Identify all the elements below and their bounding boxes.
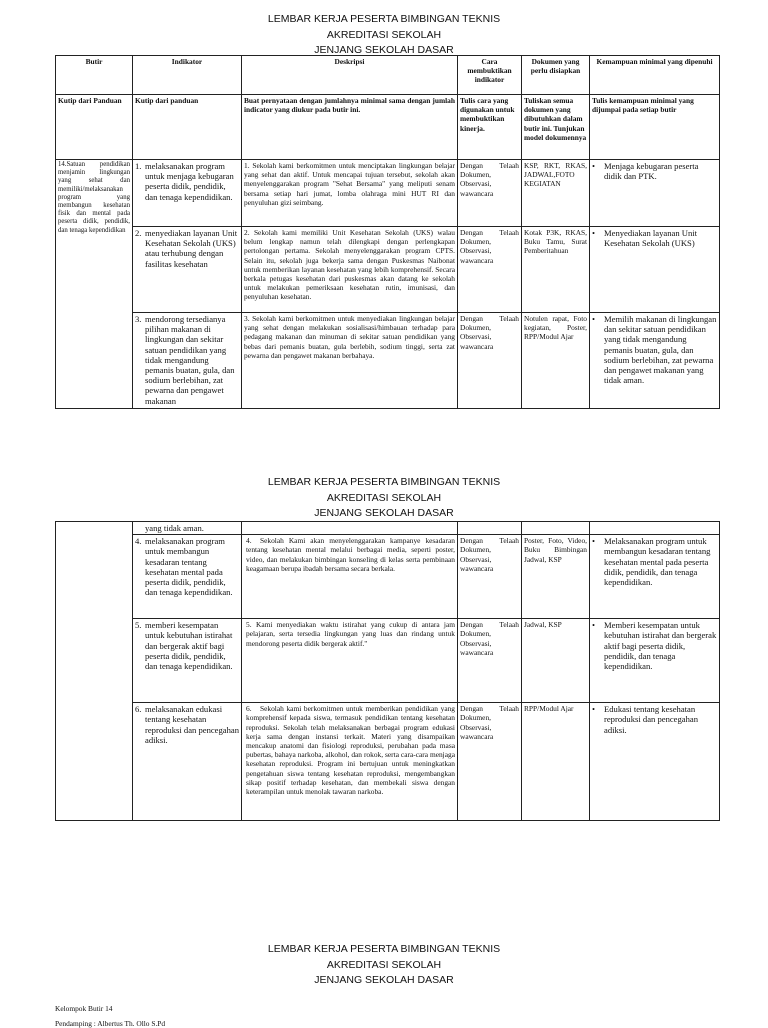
continuation-row [56, 522, 720, 535]
title-line3: JENJANG SEKOLAH DASAR [314, 44, 454, 56]
title-line2: AKREDITASI SEKOLAH [326, 28, 442, 41]
header-cara: Cara membuktikan indikator [458, 56, 522, 95]
indikator-number: 5. [135, 620, 142, 631]
dokumen-cell: RPP/Modul Ajar [522, 703, 590, 821]
page3-heading [0, 942, 768, 989]
dokumen-cell: KSP, RKT, RKAS, JADWAL,FOTO KEGIATAN [522, 160, 590, 227]
dokumen-cell: Kotak P3K, RKAS, Buku Tamu, Surat Pemberitahuan [522, 227, 590, 313]
kemampuan-cell [590, 227, 720, 313]
indikator-number: 2. [135, 228, 142, 238]
deskripsi-number: 1. [244, 161, 250, 170]
subheader-dokumen: Tuliskan semua dokumen yang dibutuhkan dalam butir ini. Tunjukan model dokumennya [522, 95, 590, 160]
bullet-icon: • [592, 161, 596, 171]
title-line3: JENJANG SEKOLAH DASAR [314, 974, 454, 986]
title-line2: AKREDITASI SEKOLAH [326, 958, 442, 971]
deskripsi-text: Kami menyediakan waktu istirahat yang cukup di antara jam pelajaran, serta tersedia lingkungan yang luas dan rindang untuk mendorong peserta didik bergerak aktif." [246, 620, 455, 648]
dokumen-cell: Jadwal, KSP [522, 619, 590, 703]
indikator-cell [133, 703, 242, 821]
deskripsi-number: 6. [246, 704, 252, 714]
butir-cell-empty [56, 522, 133, 821]
deskripsi-cell [242, 619, 458, 703]
dokumen-cell: Poster, Foto, Video, Buku Bimbingan Jadwal, KSP [522, 535, 590, 619]
indikator-text: memberi kesempatan untuk kebutuhan istirahat dan bergerak aktif bagi peserta didik, pendidik, dan tenaga kependidikan. [145, 620, 233, 672]
deskripsi-cell [242, 535, 458, 619]
title-line1: LEMBAR KERJA PESERTA BIMBINGAN TEKNIS [267, 476, 501, 488]
deskripsi-number: 2. [244, 228, 250, 237]
deskripsi-cell [242, 313, 458, 409]
table-row [56, 160, 720, 227]
butir-text: Satuan pendidikan menjamin lingkungan yang sehat dan memiliki/melaksanakan program yang membangun kesehatan fisik dan mental pada peserta didik, pendidik, dan tenaga kependidikan [58, 161, 130, 234]
table-row [56, 619, 720, 703]
kelompok-label: Kelompok Butir 14 [55, 1004, 113, 1013]
kemampuan-cell [590, 160, 720, 227]
deskripsi-cell [242, 227, 458, 313]
table-header-row [56, 56, 720, 95]
cara-cell: Dengan Telaah Dokumen, Observasi, wawancara [458, 313, 522, 409]
header-dokumen: Dokumen yang perlu disiapkan [522, 56, 590, 95]
deskripsi-cell [242, 703, 458, 821]
cara-cell: Dengan Telaah Dokumen, Observasi, wawancara [458, 535, 522, 619]
table-subheader-row [56, 95, 720, 160]
page2-heading [0, 475, 768, 522]
empty-cell [522, 522, 590, 535]
kemampuan-text: Edukasi tentang kesehatan reproduksi dan pencegahan adiksi. [604, 704, 699, 735]
butir-cell [56, 160, 133, 409]
indikator-text: melaksanakan program untuk menjaga kebugaran peserta didik, pendidik, dan tenaga kependidikan. [145, 161, 234, 202]
subheader-butir: Kutip dari Panduan [56, 95, 133, 160]
butir-number: 14. [58, 161, 67, 168]
cara-cell: Dengan Telaah Dokumen, Observasi, wawancara [458, 227, 522, 313]
header-kemampuan: Kemampuan minimal yang dipenuhi [590, 56, 720, 95]
deskripsi-text: Sekolah Kami akan menyelenggarakan kampanye kesadaran tentang kesehatan mental melalui berbagai media, seperti poster, video, dan melakukan bimbingan konseling di kelas serta pembinaan keagamaan berupa ibadah bersama secara berkala. [246, 536, 455, 573]
bullet-icon: • [592, 228, 596, 238]
deskripsi-text: Sekolah kami berkomitmen untuk memberikan pendidikan yang komprehensif kepada siswa, termasuk pendidikan tentang kesehatan reproduksi. Sekolah telah melaksanakan berbagai program edukasi kerja sama dengan instansi terkait. Materi yang disampaikan mencakup anatomi dan fisiologi reproduksi, perubahan pada masa pubertas, bahaya narkoba, alkohol, dan rokok, serta cara-cara menjaga kesehatan reproduksi. Program ini bertujuan untuk meningkatkan pengetahuan siswa tentang kesehatan reproduksi, mengembangkan sikap positif terhadap kesehatan, dan membekali siswa dengan keterampilan untuk menolak tawaran narkoba. [246, 704, 455, 797]
bullet-icon: • [592, 536, 596, 547]
subheader-kemampuan: Tulis kemampuan minimal yang dijumpai pada setiap butir [590, 95, 720, 160]
indikator-number: 6. [135, 704, 142, 715]
title-line3: JENJANG SEKOLAH DASAR [314, 507, 454, 519]
bullet-icon: • [592, 704, 596, 715]
header-butir: Butir [56, 56, 133, 95]
indikator-cell [133, 313, 242, 409]
cara-cell: Dengan Telaah Dokumen, Observasi, wawancara [458, 160, 522, 227]
kemampuan-text: Menyediakan layanan Unit Kesehatan Sekolah (UKS) [604, 228, 698, 249]
header-indikator: Indikator [133, 56, 242, 95]
indikator-text: menyediakan layanan Unit Kesehatan Sekolah (UKS) atau terhubung dengan fasilitas kesehatan [145, 228, 238, 269]
indikator-text: melaksanakan program untuk membangun kesadaran tentang kesehatan mental pada peserta didik, pendidik, dan tenaga kependidikan. [145, 536, 233, 598]
subheader-cara: Tulis cara yang digunakan untuk membuktikan kinerja. [458, 95, 522, 160]
worksheet-table-page2 [55, 521, 720, 821]
kemampuan-cell [590, 313, 720, 409]
kemampuan-cell [590, 619, 720, 703]
dokumen-cell: Notulen rapat, Foto kegiatan, Poster, RPP/Modul Ajar [522, 313, 590, 409]
deskripsi-text: Sekolah kami memiliki Unit Kesehatan Sekolah (UKS) walau belum lengkap namun telah dilengkapi dengan perlengkapan pertolongan pertama. Sekolah menyelenggarakan program CPTS. Selain itu, sekolah juga bekerja sama dengan Puskesmas Naibonat untuk memberikan layanan kesehatan yang lebih komprehensif. Secara berkala petugas kesehatan dari puskesmas akan datang ke sekolah untuk melakukan pemeriksaan kesehatan rutin, imunisasi, dan penyuluhan kesehatan. [244, 228, 455, 302]
deskripsi-number: 4. [246, 536, 252, 546]
empty-cell [458, 522, 522, 535]
header-deskripsi: Deskripsi [242, 56, 458, 95]
indikator-cell [133, 160, 242, 227]
bullet-icon: • [592, 314, 596, 324]
deskripsi-number: 3. [244, 314, 250, 323]
kemampuan-cell [590, 703, 720, 821]
worksheet-table-page1 [55, 55, 720, 409]
indikator-text: mendorong tersedianya pilihan makanan di lingkungan dan sekitar satuan pendidikan yang tidak mengandung pemanis buatan, gula, dan sodium berlebihan, zat pewarna dan pengawet makanan [145, 314, 235, 406]
indikator-cell [133, 535, 242, 619]
kemampuan-text: Menjaga kebugaran peserta didik dan PTK. [604, 161, 699, 182]
kemampuan-text: Memilih makanan di lingkungan dan sekitar satuan pendidikan yang tidak mengandung pemanis buatan, gula, dan sodium berlebihan, zat pewarna dan pengawet makanan yang tidak aman. [604, 314, 717, 386]
indikator-number: 3. [135, 314, 142, 324]
cara-cell: Dengan Telaah Dokumen, Observasi, wawancara [458, 619, 522, 703]
indikator-number: 4. [135, 536, 142, 547]
page1-heading [0, 12, 768, 59]
title-line1: LEMBAR KERJA PESERTA BIMBINGAN TEKNIS [267, 13, 501, 25]
continuation-text: yang tidak aman. [133, 522, 242, 535]
indikator-cell [133, 227, 242, 313]
table-row [56, 313, 720, 409]
subheader-deskripsi: Buat pernyataan dengan jumlahnya minimal sama dengan jumlah indicator yang diukur pada butir ini. [242, 95, 458, 160]
kemampuan-cell [590, 535, 720, 619]
bullet-icon: • [592, 620, 596, 631]
empty-cell [242, 522, 458, 535]
table-row [56, 227, 720, 313]
deskripsi-cell [242, 160, 458, 227]
title-line2: AKREDITASI SEKOLAH [326, 491, 442, 504]
empty-cell [590, 522, 720, 535]
deskripsi-text: Sekolah kami berkomitmen untuk menciptakan lingkungan belajar yang sehat dan aktif. Untuk mencapai tujuan tersebut, sekolah akan menyelenggarakan program "Sehat Bersama" yang meliputi senam bersama setiap hari jumat, lomba olahraga mini HUT RI dan penyuluhan gizi seimbang. [244, 161, 455, 207]
pendamping-label: Pendamping : Albertus Th. Ollo S.Pd [55, 1019, 166, 1028]
deskripsi-number: 5. [246, 620, 252, 630]
indikator-cell [133, 619, 242, 703]
subheader-indikator: Kutip dari panduan [133, 95, 242, 160]
deskripsi-text: Sekolah kami berkomitmen untuk menyediakan lingkungan belajar yang sehat dengan melakukan sosialisasi/himbauan terhadap para pedagang makanan dan minuman di sekitar satuan pendidikan yang bebas dari pemanis buatan, gula berlebih, sodium tinggi, serta zat pewarna dan pengawet makanan berbahaya. [244, 314, 455, 360]
indikator-number: 1. [135, 161, 142, 171]
indikator-text: melaksanakan edukasi tentang kesehatan reproduksi dan pencegahan adiksi. [145, 704, 240, 745]
table-row [56, 703, 720, 821]
kemampuan-text: Melaksanakan program untuk membangun kesadaran tentang kesehatan mental pada peserta didik, pendidik, dan tenaga kependidikan. [604, 536, 711, 588]
table-row [56, 535, 720, 619]
title-line1: LEMBAR KERJA PESERTA BIMBINGAN TEKNIS [267, 943, 501, 955]
cara-cell: Dengan Telaah Dokumen, Observasi, wawancara [458, 703, 522, 821]
kemampuan-text: Memberi kesempatan untuk kebutuhan istirahat dan bergerak aktif bagi peserta didik, pendidik, dan tenaga kependidikan. [604, 620, 717, 672]
